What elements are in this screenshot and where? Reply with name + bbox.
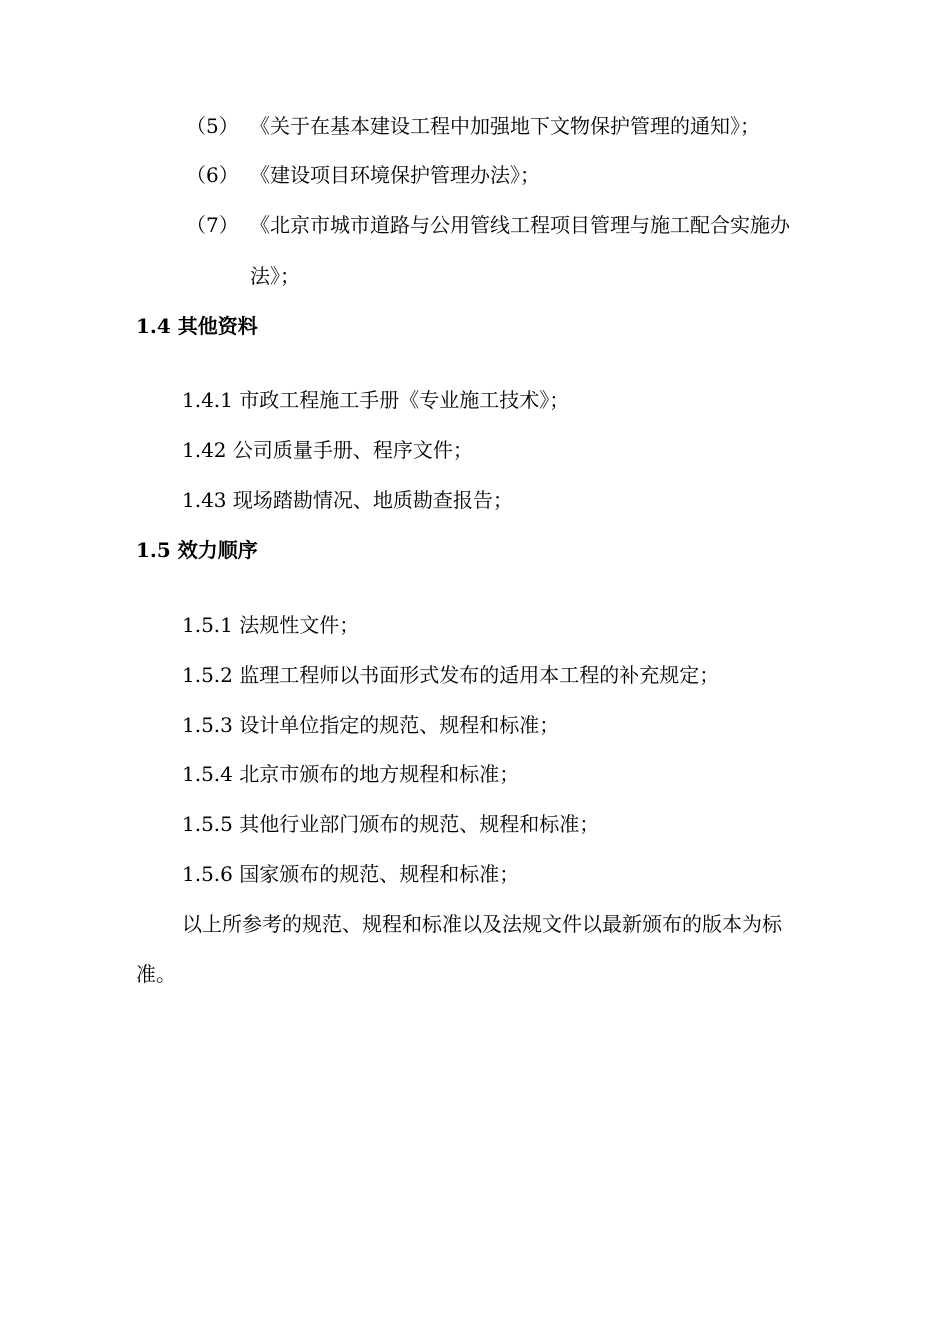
reference-item-7-continuation: 法》； xyxy=(250,264,300,288)
reference-number: （5） xyxy=(186,114,239,138)
list-item: 1.43 现场踏勘情况、地质勘查报告； xyxy=(182,488,513,512)
section-heading-1-5: 1.5 效力顺序 xyxy=(136,538,258,562)
list-item: 1.5.2 监理工程师以书面形式发布的适用本工程的补充规定； xyxy=(182,663,720,687)
list-item: 1.5.6 国家颁布的规范、规程和标准； xyxy=(182,862,520,886)
reference-number: （7） xyxy=(186,213,239,237)
list-item: 1.4.1 市政工程施工手册《专业施工技术》； xyxy=(182,388,570,412)
reference-text: 《建设项目环境保护管理办法》； xyxy=(250,163,540,187)
list-item: 1.5.5 其他行业部门颁布的规范、规程和标准； xyxy=(182,812,600,836)
list-item: 1.5.4 北京市颁布的地方规程和标准； xyxy=(182,762,520,786)
closing-paragraph-line-2: 准。 xyxy=(136,962,176,986)
reference-text: 《北京市城市道路与公用管线工程项目管理与施工配合实施办 xyxy=(250,213,790,237)
reference-item-7 xyxy=(186,211,790,239)
reference-item-5 xyxy=(186,112,760,140)
reference-text: 《关于在基本建设工程中加强地下文物保护管理的通知》； xyxy=(250,114,760,138)
list-item: 1.42 公司质量手册、程序文件； xyxy=(182,438,473,462)
reference-number: （6） xyxy=(186,163,239,187)
closing-paragraph-line-1: 以上所参考的规范、规程和标准以及法规文件以最新颁布的版本为标 xyxy=(182,912,782,936)
section-heading-1-4: 1.4 其他资料 xyxy=(136,314,258,338)
reference-item-6 xyxy=(186,161,540,189)
list-item: 1.5.1 法规性文件； xyxy=(182,613,360,637)
list-item: 1.5.3 设计单位指定的规范、规程和标准； xyxy=(182,713,560,737)
